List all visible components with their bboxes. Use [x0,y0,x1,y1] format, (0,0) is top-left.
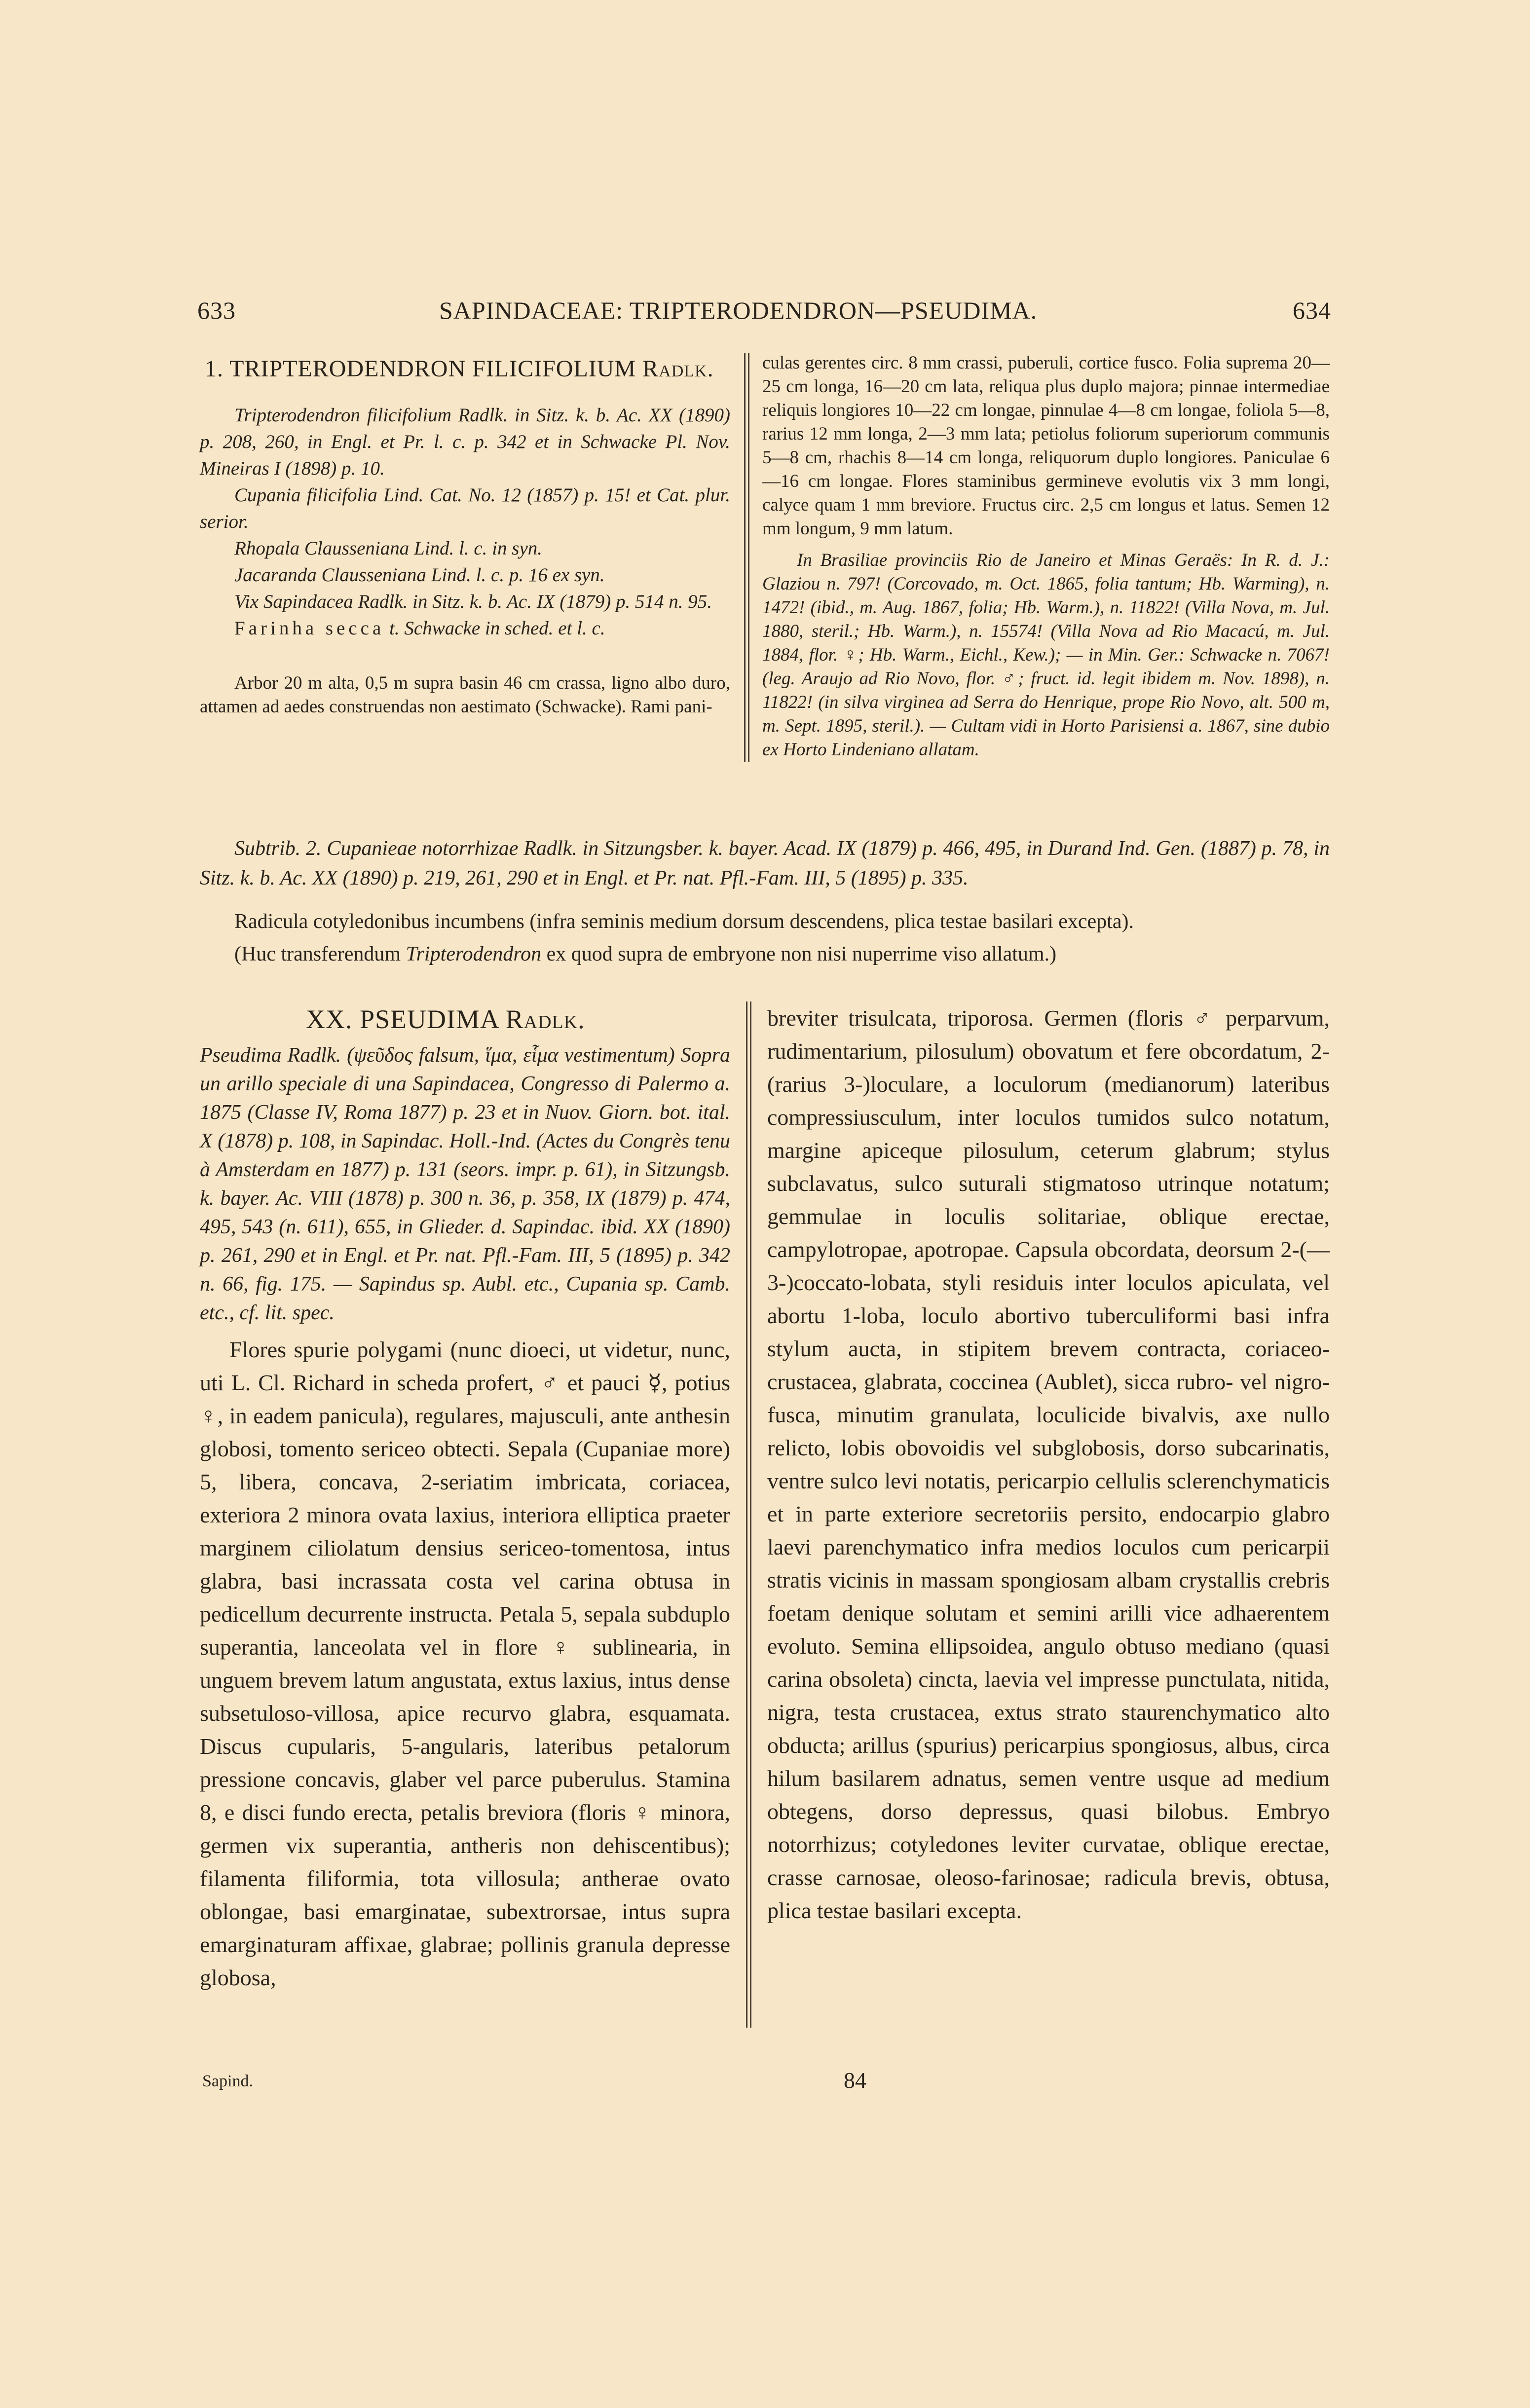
species-column-left [200,355,730,719]
sheet-number: 84 [844,2068,866,2093]
vernacular-source: t. Schwacke in sched. et l. c. [389,618,605,639]
genus-description-continued: breviter trisulcata, triporosa. Germen (floris ♂ perparvum, rudimentarium, pilosulum) obovatum et fere obcordatum, 2- (rarius 3-)loculare, a loculorum (medianorum) lateribus compressiusculum, inter loculos tumidos sulco notatum, margine apiceque pilosulum, ceterum glabrum; stylus subclavatus, sulco suturali stigmatoso utrinque notatum; gemmulae in loculis solitariae, oblique erectae, campylotropae, apotropae. Capsula obcordata, deorsum 2-(—3-)coccato-lobata, styli residuis inter loculos apiculata, vel abortu 1-loba, loculo abortivo tuberculiformi basi infra stylum aucta, in stipitem brevem contracta, coriaceo-crustacea, glabrata, coccinea (Aublet), sicca rubro- vel nigro-fusca, minutim granulata, loculicide bivalvis, axe nullo relicto, lobis obovoidis vel subglobosis, dorso subcarinatis, ventre sulco levi notatis, pericarpio cellulis sclerenchymaticis et in parte exteriore secretoriis persito, endocarpio glabro laevi parenchymatico infra medios loculos cum pericarpii stratis vicinis in massam spongiosam albam crystallis crebris foetam denique solutam et semini arilli vice adhaerentem evoluto. Semina ellipsoidea, angulo obtuso mediano (quasi carina obsoleta) cincta, laevia vel impresse punctulata, nitida, nigra, testa crustacea, extus strato staurenchymatico alto obducta; arillus (spurius) pericarpius spongiosus, albus, circa hilum basilarem adnatus, semen ventre usque ad medium obtegens, dorso depressus, quasi bilobus. Embryo notorrhizus; cotyledones leviter curvatae, oblique erectae, crasse carnosae, oleoso-farinosae; radicula brevis, obtusa, plica testae basilari excepta. [767,1005,1330,1923]
page-number-left: 633 [197,296,236,324]
column-divider [748,353,749,762]
species-heading [205,355,730,382]
species-title: 1. TRIPTERODENDRON FILICIFOLIUM [205,356,636,382]
note-text: (Huc transferendum [234,943,401,965]
species-column-right [762,351,1330,762]
synonym-list [200,402,730,642]
running-title: SAPINDACEAE: TRIPTERODENDRON—PSEUDIMA. [439,296,1038,324]
genus-author: Radlk. [505,1004,585,1034]
genus-heading [306,1004,585,1035]
species-description-start [200,671,730,719]
note-text: ex quod supra de embryone non nisi nuperrime viso allatum.) [546,943,1057,965]
vernacular-name: Farinha secca [234,618,385,639]
description-paragraph: Arbor 20 m alta, 0,5 m supra basin 46 cm crassa, ligno albo duro, attamen ad aedes construendas non aestimato (Schwacke). Rami pani- [200,673,730,717]
synonym: Cupania filicifolia Lind. Cat. No. 12 (1857) p. 15! et Cat. plur. serior. [200,484,730,532]
genus-column-left [200,1041,730,1994]
synonym: Vix Sapindacea Radlk. in Sitz. k. b. Ac. IX (1879) p. 514 n. 95. [234,591,712,612]
vernacular-line [200,615,730,642]
distribution-paragraph: In Brasiliae provinciis Rio de Janeiro et Minas Geraës: In R. d. J.: Glaziou n. 797! (Corcovado, m. Oct. 1865, folia tantum; Hb. Warming), n. 1472! (ibid., m. Aug. 1867, folia; Hb. Warm.), n. 11822! (Villa Nova, m. Jul. 1880, steril.; Hb. Warm.), n. 15574! (Villa Nova ad Rio Macacú, m. Jul. 1884, flor. ♀; Hb. Warm., Eichl., Kew.); — in Min. Ger.: Schwacke n. 7067! (leg. Araujo ad Rio Novo, flor. ♂; fruct. id. legit ibidem m. Nov. 1898), n. 11822! (in silva virginea ad Serra do Henrique, prope Rio Novo, alt. 500 m, m. Sept. 1895, steril.). — Cultam vidi in Horto Parisiensi a. 1867, sine dubio ex Horto Lindeniano allatam. [762,550,1330,760]
synonym: Jacaranda Clausseniana Lind. l. c. p. 16 ex syn. [234,564,605,586]
subtribe-note [200,939,1330,969]
subtribe-citation: Subtrib. 2. Cupanieae notorrhizae Radlk. in Sitzungsber. k. bayer. Acad. IX (1879) p. 466, 495, in Durand Ind. Gen. (1887) p. 78, in Sitz. k. b. Ac. XX (1890) p. 219, 261, 290 et in Engl. et Pr. nat. Pfl.-Fam. III, 5 (1895) p. 335. [200,837,1330,889]
page-number-right: 634 [1293,296,1331,324]
description-continued: culas gerentes circ. 8 mm crassi, puberuli, cortice fusco. Folia suprema 20—25 cm longa, 16—20 cm lata, reliqua plus duplo majora; pinnae intermediae reliquis longiores 10—22 cm longae, pinnulae 4—8 cm longae, foliola 5—8, rarius 12 mm longa, 2—3 mm lata; petiolus foliorum superiorum communis 5—8 cm, rhachis 8—14 cm longa, reliquorum duplo longiores. Paniculae 6—16 cm longae. Flores staminibus germineve evolutis vix 3 mm longi, calyce quam 1 mm breviore. Fructus circ. 2,5 cm longus et latus. Semen 12 mm longum, 9 mm latum. [762,353,1330,539]
column-divider [750,1001,751,2028]
subtribe-character: Radicula cotyledonibus incumbens (infra seminis medium dorsum descendens, plica testae basilari excepta). [234,910,1134,933]
species-author: Radlk. [642,356,714,382]
genus-column-right [767,1001,1330,1927]
note-genus: Tripterodendron [406,943,542,965]
genus-citation: Pseudima Radlk. (ψεῦδος falsum, ἵμα, εἷμα vestimentum) Sopra un arillo speciale di una Sapindacea, Congresso di Palermo a. 1875 (Classe IV, Roma 1877) p. 23 et in Nuov. Giorn. bot. ital. X (1878) p. 108, in Sapindac. Holl.-Ind. (Actes du Congrès tenu à Amsterdam en 1877) p. 131 (seors. impr. p. 61), in Sitzungsb. k. bayer. Ac. VIII (1878) p. 300 n. 36, p. 358, IX (1879) p. 474, 495, 543 (n. 611), 655, in Glieder. d. Sapindac. ibid. XX (1890) p. 261, 290 et in Engl. et Pr. nat. Pfl.-Fam. III, 5 (1895) p. 342 n. 66, fig. 175. — Sapindus sp. Aubl. etc., Cupania sp. Camb. etc., cf. lit. spec. [200,1044,730,1324]
synonym: Tripterodendron filicifolium Radlk. in Sitz. k. b. Ac. XX (1890) p. 208, 260, in Engl. et Pr. l. c. p. 342 et in Schwacke Pl. Nov. Mineiras I (1898) p. 10. [200,405,730,479]
column-divider [746,1001,747,2028]
column-divider [744,353,746,762]
signature-mark: Sapind. [202,2072,253,2090]
genus-description: Flores spurie polygami (nunc dioeci, ut videtur, nunc, uti L. Cl. Richard in scheda profert, ♂ et pauci ☿, potius ♀, in eadem panicula), regulares, majusculi, ante anthesin globosi, tomento sericeo obtecti. Sepala (Cupaniae more) 5, libera, concava, 2-seriatim imbricata, coriacea, exteriora 2 minora ovata laxius, interiora elliptica praeter marginem ciliolatum densius sericeo-tomentosa, intus glabra, basi incrassata costa vel carina obtusa in pedicellum decurrente instructa. Petala 5, sepala subduplo superantia, lanceolata vel in flore ♀ sublinearia, in unguem brevem latum angustata, extus laxius, intus dense subsetuloso-villosa, apice recurvo glabra, esquamata. Discus cupularis, 5-angularis, lateribus petalorum pressione concavis, glaber vel parce puberulus. Stamina 8, e disci fundo erecta, petalis breviora (floris ♀ minora, germen vix superantia, antheris non dehiscentibus); filamenta filiformia, tota villosula; antherae ovato oblongae, basi emarginatae, subextrorsae, intus supra emarginaturam affixae, glabrae; pollinis granula depresse globosa, [200,1337,730,1990]
subtribe-block [200,834,1330,969]
genus-title: XX. PSEUDIMA [306,1004,499,1034]
synonym: Rhopala Clausseniana Lind. l. c. in syn. [234,538,542,559]
